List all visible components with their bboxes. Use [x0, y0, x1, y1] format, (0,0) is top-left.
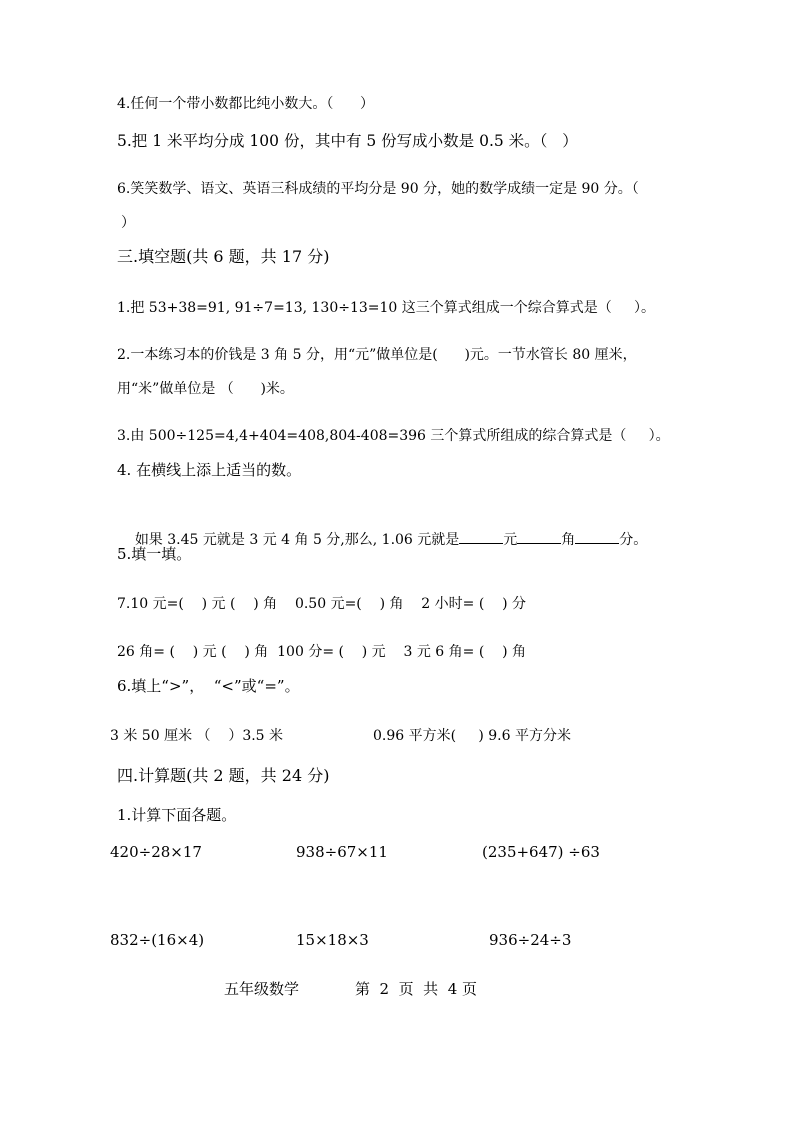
fill-q2-line2: 用“米”做单位是 （ )米。 — [117, 381, 294, 397]
calc-expr: 420÷28×17 — [110, 843, 202, 861]
section-title-fill-in: 三.填空题(共 6 题，共 17 分) — [117, 247, 330, 266]
judgment-q6-line2: ） — [121, 215, 135, 231]
footer-page-number: 第 2 页 共 4 页 — [355, 980, 477, 998]
fill-q6-right: 0.96 平方米( ) 9.6 平方分米 — [373, 728, 571, 744]
judgment-q6-line1: 6.笑笑数学、语文、英语三科成绩的平均分是 90 分，她的数学成绩一定是 90 分。（ — [117, 181, 639, 197]
fill-q4-line — [117, 511, 647, 567]
fill-q6-left: 3 米 50 厘米 （ ）3.5 米 — [110, 728, 284, 744]
fill-q2-line1: 2.一本练习本的价钱是 3 角 5 分，用“元”做单位是( )元。一节水管长 80 厘米， — [117, 347, 637, 363]
unit-yuan: 元 — [503, 532, 518, 548]
unit-jiao: 角 — [561, 532, 576, 548]
blank-jiao — [517, 529, 561, 544]
fill-q6-title: 6.填上“>”， “<”或“=”。 — [117, 677, 300, 695]
fill-q5-title: 5.填一填。 — [117, 545, 192, 563]
unit-fen: 分。 — [619, 532, 648, 548]
calc-q1-title: 1.计算下面各题。 — [117, 806, 237, 824]
section-title-calculation: 四.计算题(共 2 题，共 24 分) — [117, 766, 330, 785]
judgment-q4: 4.任何一个带小数都比纯小数大。（ ） — [117, 96, 375, 112]
calc-expr: 936÷24÷3 — [489, 931, 572, 949]
blank-fen — [575, 529, 619, 544]
blank-yuan — [459, 529, 503, 544]
judgment-q5: 5.把 1 米平均分成 100 份，其中有 5 份写成小数是 0.5 米。（ ） — [117, 132, 578, 150]
fill-q3: 3.由 500÷125=4,4+404=408,804-408=396 三个算式所组成的综合算式是（ ）。 — [117, 428, 670, 444]
fill-q4-prefix: 如果 3.45 元就是 3 元 4 角 5 分,那么, 1.06 元就是 — [134, 532, 460, 548]
calc-expr: 832÷(16×4) — [110, 931, 205, 949]
fill-q5-row1: 7.10 元=( ) 元 ( ) 角 0.50 元=( ) 角 2 小时= ( ) 分 — [117, 596, 526, 612]
footer-subject: 五年级数学 — [224, 980, 300, 998]
fill-q1: 1.把 53+38=91, 91÷7=13, 130÷13=10 这三个算式组成一个综合算式是（ ）。 — [117, 300, 656, 316]
fill-q5-row2: 26 角= ( ) 元 ( ) 角 100 分= ( ) 元 3 元 6 角= ( ) 角 — [117, 644, 526, 660]
calc-expr: 15×18×3 — [296, 931, 369, 949]
fill-q4-title: 4. 在横线上添上适当的数。 — [117, 461, 302, 479]
calc-expr: 938÷67×11 — [296, 843, 388, 861]
calc-expr: (235+647) ÷63 — [482, 843, 600, 861]
